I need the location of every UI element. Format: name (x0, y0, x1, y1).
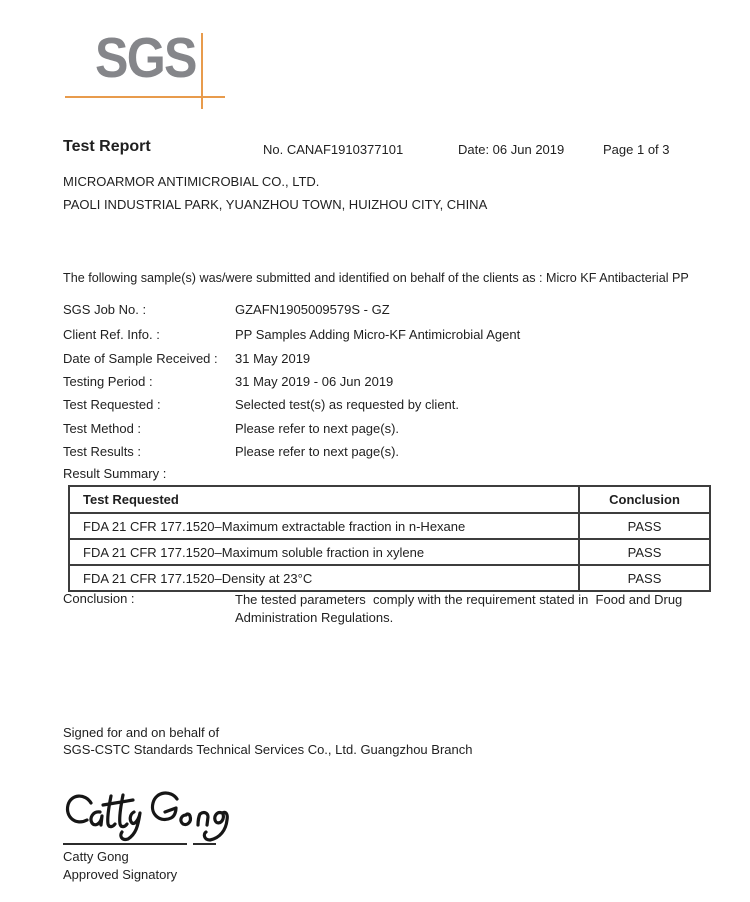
signature-image (60, 786, 245, 844)
detail-row-test-results (63, 444, 400, 459)
detail-label: Test Method : (63, 421, 142, 436)
page-indicator: Page 1 of 3 (603, 142, 670, 157)
table-row (69, 565, 710, 591)
conclusion-cell: PASS (579, 539, 710, 565)
signature-line-short (193, 843, 216, 845)
detail-label: Client Ref. Info. : (63, 327, 160, 342)
detail-value: GZAFN1905009579S - GZ (235, 302, 390, 317)
detail-value: Please refer to next page(s). (235, 444, 400, 459)
result-summary-label: Result Summary : (63, 466, 167, 481)
detail-value: 31 May 2019 - 06 Jun 2019 (235, 374, 394, 389)
signatory-name: Catty Gong (63, 849, 129, 864)
client-address: PAOLI INDUSTRIAL PARK, YUANZHOU TOWN, HUIZHOU CITY, CHINA (63, 197, 488, 212)
detail-row-testing-period (63, 374, 394, 389)
detail-label: Test Requested : (63, 397, 161, 412)
test-name-cell: FDA 21 CFR 177.1520–Maximum extractable fraction in n-Hexane (69, 513, 579, 539)
conclusion-cell: PASS (579, 565, 710, 591)
column-header-test-requested: Test Requested (69, 486, 579, 513)
detail-row-test-method (63, 421, 400, 436)
detail-label: Date of Sample Received : (63, 351, 218, 366)
page-title: Test Report (63, 138, 151, 155)
signed-for-text: Signed for and on behalf of (63, 725, 220, 740)
sgs-logo (63, 28, 233, 112)
signatory-role: Approved Signatory (63, 867, 178, 882)
sample-intro-text: The following sample(s) was/were submitted and identified on behalf of the clients as : Micro KF Antibacterial PP (63, 271, 689, 285)
client-name: MICROARMOR ANTIMICROBIAL CO., LTD. (63, 174, 320, 189)
detail-row-client-ref (63, 327, 521, 342)
conclusion-text: The tested parameters comply with the requirement stated in Food and Drug Administration Regulations. (235, 592, 683, 625)
detail-value: Please refer to next page(s). (235, 421, 400, 436)
column-header-conclusion: Conclusion (579, 486, 710, 513)
result-summary-table (68, 485, 711, 592)
detail-label: Testing Period : (63, 374, 153, 389)
detail-label: SGS Job No. : (63, 302, 147, 317)
detail-value: PP Samples Adding Micro-KF Antimicrobial Agent (235, 327, 521, 342)
detail-value: Selected test(s) as requested by client. (235, 397, 460, 412)
signature-line (63, 843, 187, 845)
conclusion-cell: PASS (579, 513, 710, 539)
test-name-cell: FDA 21 CFR 177.1520–Maximum soluble fraction in xylene (69, 539, 579, 565)
detail-row-sgs-job-no (63, 302, 390, 317)
logo-vertical-line (201, 33, 203, 109)
detail-row-date-received (63, 351, 311, 366)
detail-row-test-requested (63, 397, 460, 412)
conclusion-label: Conclusion : (63, 591, 135, 606)
sgs-logo-text: SGS (95, 26, 196, 90)
report-date: Date: 06 Jun 2019 (458, 142, 565, 157)
detail-label: Test Results : (63, 444, 142, 459)
signing-company: SGS-CSTC Standards Technical Services Co., Ltd. Guangzhou Branch (63, 741, 473, 757)
table-header-row (69, 486, 710, 513)
detail-value: 31 May 2019 (235, 351, 311, 366)
signed-block (63, 725, 472, 758)
test-name-cell: FDA 21 CFR 177.1520–Density at 23°C (69, 565, 579, 591)
table-row (69, 513, 710, 539)
table-row (69, 539, 710, 565)
report-number: No. CANAF1910377101 (263, 142, 404, 157)
